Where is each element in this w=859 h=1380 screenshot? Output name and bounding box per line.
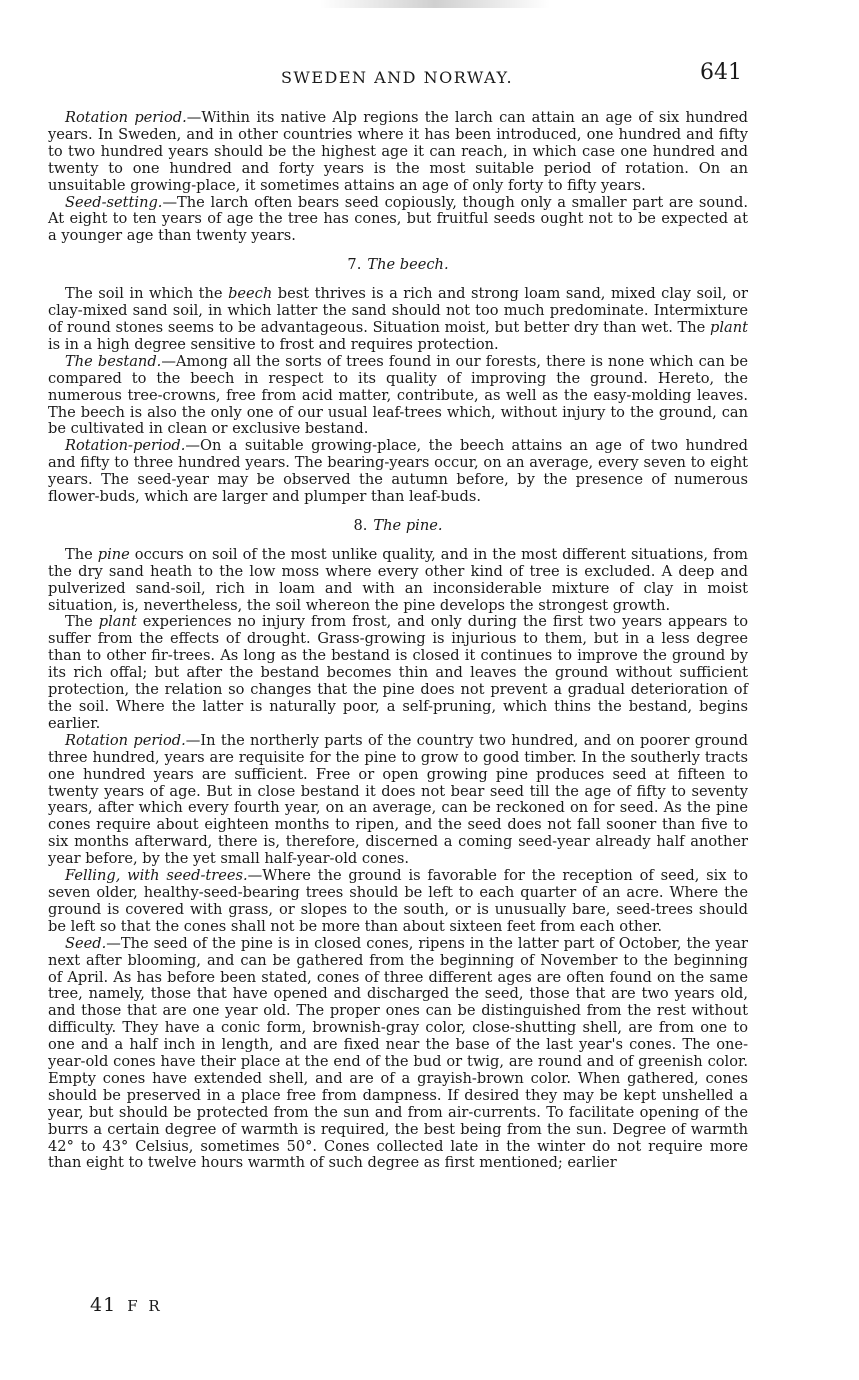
page-number: 641	[700, 60, 742, 85]
section-paragraph	[48, 438, 748, 506]
signature-letters: F R	[127, 1297, 163, 1315]
top-edge-smudge	[320, 0, 550, 8]
paragraph-text: —The larch often bears seed copiously, though only a smaller part are sound. At eight to ten years of age the tree has cones, but fruitful seeds ought not to be expected at a younger age than twenty years.	[48, 193, 748, 245]
section-paragraph	[48, 868, 748, 936]
text-run: is in a high degree sensitive to frost and requires protection.	[48, 335, 499, 353]
text-run: —The seed of the pine is in closed cones, ripens in the latter part of October, the year next after blooming, and can be gathered from the beginning of November to the beginning of April. As has before been stated, cones of three different ages are often found on the same tree, namely, those that have opened and discharged the seed, those that are two years old, and those that are one year old. The proper ones can be distinguished from the rest without difficulty. They have a conic form, brownish-gray color, close-shutting shell, are from one to one and a half inch in length, and are fixed near the base of the last year's cones. The one-year-old cones have their place at the end of the bud or twig, are round and of greenish color. Empty cones have extended shell, and are of a grayish-brown color. When gathered, cones should be preserved in a place free from dampness. If desired they may be kept unshelled a year, but should be protected from the sun and from air-currents. To facilitate opening of the burrs a certain degree of warmth is required, the best being from the sun. Degree of warmth 42° to 43° Celsius, sometimes 50°. Cones collected late in the winter do not require more than eight to twelve hours warmth of such degree as first mentioned; earlier	[48, 934, 748, 1172]
italic-run: plant	[710, 318, 748, 336]
text-run: —In the northerly parts of the country two hundred, and on poorer ground three hundred, years are requisite for the pine to grow to good timber. In the southerly tracts one hundred years are sufficient. Free or open growing pine produces seed at fifteen to twenty years of age. But in close bestand it does not bear seed till the age of fifty to seventy years, after which every fourth year, on an average, can be reckoned on for seed. As the pine cones require about eighteen months to ripen, and the seed does not fall sooner than five to six months afterward, there is, therefore, discerned a coming seed-year already half another year before, by the yet small half-year-old cones.	[48, 731, 748, 868]
italic-run: pine	[97, 545, 130, 563]
paragraph-lead: Seed-setting.	[65, 193, 163, 211]
section-heading	[48, 518, 748, 535]
signature-number: 41	[90, 1294, 117, 1316]
text-run: best thrives is a rich and strong loam sand, mixed clay soil, or clay-mixed sand soil, in which latter the sand should not too much predominate. Intermixture of round stones seems to be advantageous. Situation moist, but better dry than wet. The	[48, 285, 748, 336]
text-run: —Where the ground is favorable for the reception of seed, six to seven older, healthy-seed-bearing trees should be left to each quarter of an acre. Where the ground is covered with grass, or slopes to the south, or is unusually bare, seed-trees should be left so that the cones shall not be more than about sixteen feet from each other.	[48, 867, 748, 935]
paragraph-lead: Rotation period.	[65, 109, 187, 126]
page-header	[52, 60, 742, 94]
sections-container	[48, 257, 748, 1172]
italic-run: The bestand.	[65, 352, 162, 370]
italic-run: plant	[98, 613, 137, 631]
section-heading	[48, 257, 748, 274]
text-run: The	[65, 545, 98, 563]
body-text	[48, 110, 748, 1172]
italic-run: beech	[228, 285, 273, 303]
section-paragraph	[48, 614, 748, 732]
paragraph-seed-setting-larch	[48, 195, 748, 246]
paragraph-text: —Within its native Alp regions the larch can attain an age of six hundred years. In Sweden, and in other countries where it has been introduced, one hundred and fifty to two hundred years should be the highest age it can reach, in which case one hundred and twenty to one hundred and forty years is the most suitable period of rotation. On an unsuitable growing-place, it sometimes attains an age of only forty to fifty years.	[48, 109, 748, 194]
section-paragraph	[48, 733, 748, 868]
paragraph-rotation-period-larch	[48, 110, 748, 195]
section-number: 7.	[347, 256, 362, 274]
italic-run: Felling, with seed-trees.	[65, 867, 248, 885]
italic-run: Seed.	[65, 934, 107, 952]
section-title: The beech.	[367, 256, 449, 274]
signature-mark	[90, 1294, 163, 1316]
section-number: 8.	[353, 516, 368, 534]
section-title: The pine.	[373, 516, 443, 534]
section-paragraph	[48, 354, 748, 439]
italic-run: Rotation period.	[65, 731, 186, 749]
running-title: SWEDEN AND NORWAY.	[280, 68, 514, 87]
section-paragraph	[48, 547, 748, 615]
text-run: —Among all the sorts of trees found in our forests, there is none which can be compared to the beech in respect to its quality of improving the ground. Hereto, the numerous tree-crowns, free from acid matter, contribute, as well as the easy-molding leaves. The beech is also the only one of our usual leaf-trees which, without injury to the ground, can be cultivated in clean or exclusive bestand.	[48, 352, 748, 438]
italic-run: Rotation-period.	[65, 437, 186, 455]
text-run: experiences no injury from frost, and only during the first two years appears to suffer from the effects of drought. Grass-growing is injurious to them, but in a less degree than to other fir-trees. As long as the bestand is closed it continues to improve the ground by its rich offal; but after the bestand becomes thin and leaves the ground without sufficient protection, the relation so changes that the pine does not prevent a gradual deterioration of the soil. Where the latter is naturally poor, a self-pruning, which thins the bestand, begins earlier.	[48, 613, 748, 732]
text-run: The soil in which the	[65, 285, 229, 303]
text-run: occurs on soil of the most unlike quality, and in the most different situations, from the dry sand heath to the low moss where every other kind of tree is excluded. A deep and pulverized sand-soil, rich in loam and with an inconsiderable mixture of clay in moist situation, is, nevertheless, the soil whereon the pine develops the strongest growth.	[48, 545, 748, 614]
section-paragraph	[48, 936, 748, 1173]
section-paragraph	[48, 286, 748, 354]
text-run: The	[65, 613, 99, 631]
text-run: —On a suitable growing-place, the beech attains an age of two hundred and fifty to three hundred years. The bearing-years occur, on an average, every seven to eight years. The seed-year may be observed the autumn before, by the presence of numerous flower-buds, which are larger and plumper than leaf-buds.	[48, 437, 748, 506]
